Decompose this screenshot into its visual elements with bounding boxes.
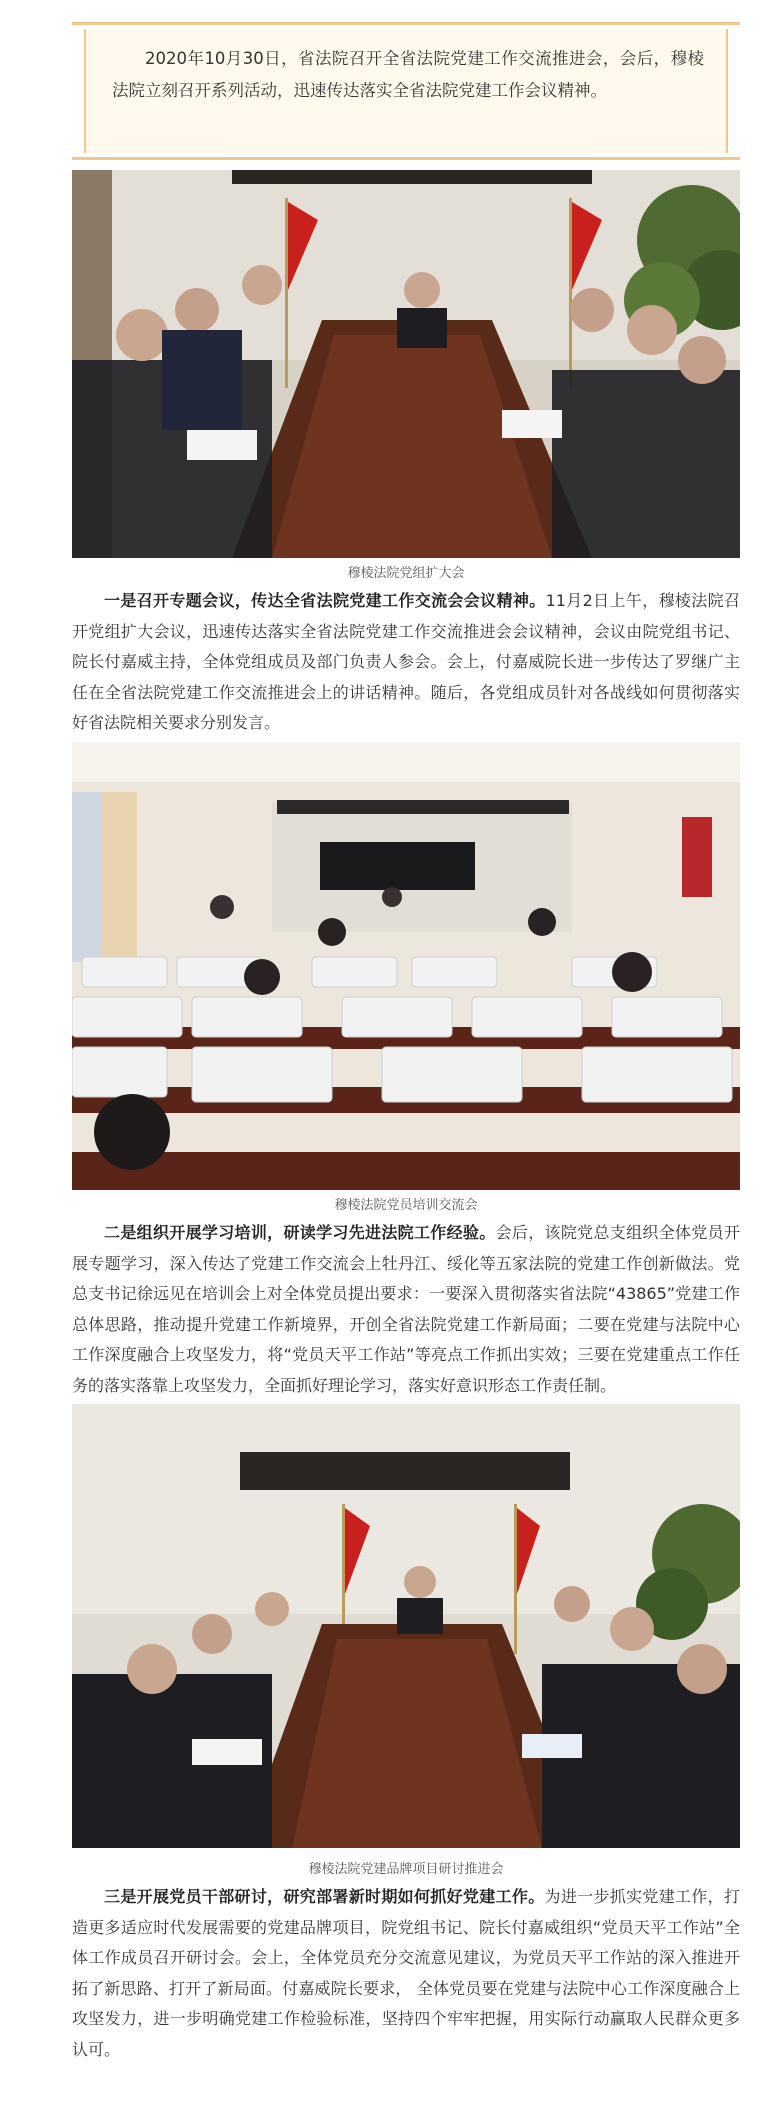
section-lead: 一是召开专题会议，传达全省法院党建工作交流会会议精神。	[104, 591, 546, 610]
section-paragraph-3	[72, 1882, 740, 2065]
photo-caption: 穆棱法院党员培训交流会	[334, 1198, 478, 1213]
photo-caption: 穆棱法院党建品牌项目研讨推进会	[308, 1862, 504, 1877]
section-lead: 二是组织开展学习培训，研读学习先进法院工作经验。	[104, 1223, 496, 1242]
photo-brand-project-seminar	[72, 1404, 740, 1848]
section-body: 11月2日上午，穆棱法院召开党组扩大会议，迅速传达落实全省法院党建工作交流推进会会议精神，会议由院党组书记、院长付嘉威主持，全体党组成员及部门负责人参会。会上，付嘉威院长进一步传达了罗继广主任在全省法院党建工作交流推进会上的讲话精神。随后，各党组成员针对各战线如何贯彻落实好省法院相关要求分别发言。	[72, 591, 740, 732]
intro-text: 2020年10月30日，省法院召开全省法院党建工作交流推进会，会后，穆棱法院立刻召开系列活动，迅速传达落实全省法院党建工作会议精神。	[84, 29, 728, 153]
intro-frame	[72, 22, 740, 160]
photo-party-group-meeting	[72, 170, 740, 558]
section-body: 为进一步抓实党建工作，打造更多适应时代发展需要的党建品牌项目，院党组书记、院长付嘉威组织“党员天平工作站”全体工作成员召开研讨会。会上，全体党员充分交流意见建议，为党员天平工作站的深入推进开拓了新思路、打开了新局面。付嘉威院长要求， 全体党员要在党建与法院中心工作深度融合上攻坚发力，进一步明确党建工作检验标准，坚持四个牢牢把握，用实际行动赢取人民群众更多认可。	[72, 1887, 740, 2059]
photo-party-member-training	[72, 742, 740, 1190]
photo-caption: 穆棱法院党组扩大会	[347, 566, 465, 581]
section-paragraph-2	[72, 1218, 740, 1401]
section-body: 会后，该院党总支组织全体党员开展专题学习，深入传达了党建工作交流会上牡丹江、绥化等五家法院的党建工作创新做法。党总支书记徐远见在培训会上对全体党员提出要求：一要深入贯彻落实省法院“43865”党建工作总体思路，推动提升党建工作新境界，开创全省法院党建工作新局面；二要在党建与法院中心工作深度融合上攻坚发力，将“党员天平工作站”等亮点工作抓出实效；三要在党建重点工作任务的落实落靠上攻坚发力，全面抓好理论学习，落实好意识形态工作责任制。	[72, 1223, 740, 1395]
section-lead: 三是开展党员干部研讨，研究部署新时期如何抓好党建工作。	[104, 1887, 545, 1906]
section-paragraph-1	[72, 586, 740, 739]
